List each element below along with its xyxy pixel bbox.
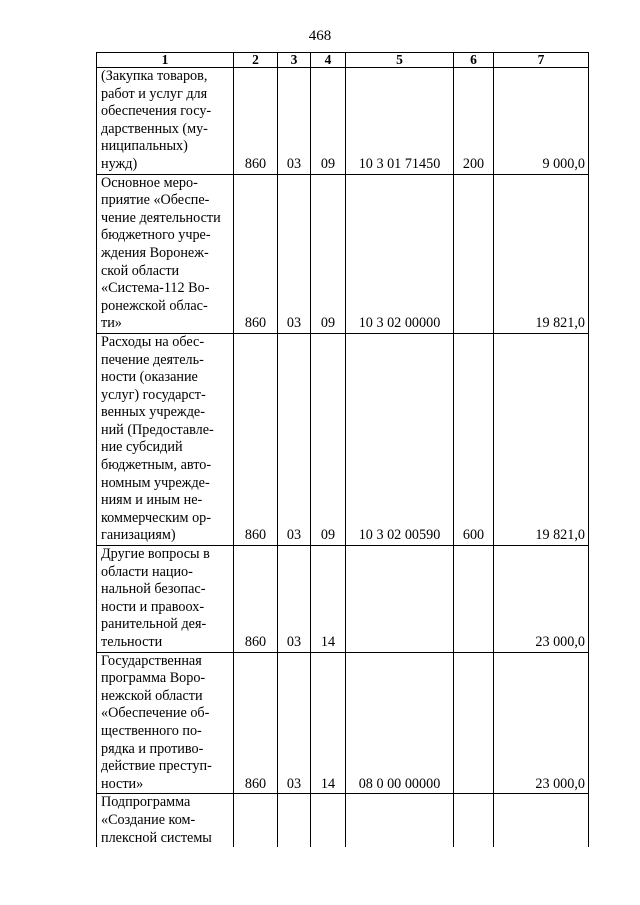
row-expense-type-cell: [454, 546, 494, 653]
row-name-line: нальной безопас-: [101, 581, 206, 598]
row-target-article-cell: 08 0 00 00000: [346, 652, 454, 794]
row-glava-cell: 860: [234, 546, 278, 653]
row-target-article-cell: 10 3 01 71450: [346, 68, 454, 175]
header-col-6: 6: [454, 53, 494, 68]
row-target-article-cell: 10 3 02 00590: [346, 333, 454, 545]
row-podrazdel-cell: 14: [311, 546, 346, 653]
row-expense-type-cell: [454, 652, 494, 794]
row-name-line: печение деятель-: [101, 351, 204, 368]
budget-table: [96, 52, 589, 847]
row-name-line: ганизациям): [101, 527, 176, 544]
row-name-line: Основное меро-: [101, 174, 198, 191]
row-name-line: рядка и противо-: [101, 740, 204, 757]
row-name-line: ности»: [101, 775, 144, 792]
row-name-line: ности (оказание: [101, 369, 198, 386]
row-name-line: ниям и иным не-: [101, 492, 203, 509]
row-glava-cell: 860: [234, 652, 278, 794]
table-row: [97, 546, 589, 653]
header-col-5: 5: [346, 53, 454, 68]
row-name-line: ности и правоох-: [101, 598, 205, 615]
row-razdel-cell: 03: [278, 333, 311, 545]
row-razdel-cell: 03: [278, 652, 311, 794]
row-name-line: номным учрежде-: [101, 474, 210, 491]
row-name-cell: [97, 333, 234, 545]
row-name-line: Подпрограмма: [101, 794, 191, 811]
row-name-line: чение деятельности: [101, 209, 221, 226]
row-razdel-cell: [278, 794, 311, 847]
table-row: [97, 652, 589, 794]
row-name-line: ниципальных): [101, 138, 188, 155]
row-name-line: нежской области: [101, 687, 203, 704]
header-col-3: 3: [278, 53, 311, 68]
row-name-cell: [97, 68, 234, 175]
row-name-cell: [97, 794, 234, 847]
row-name-line: программа Воро-: [101, 670, 206, 687]
row-name-line: услуг) государст-: [101, 386, 206, 403]
row-name-line: ждения Воронеж-: [101, 244, 209, 261]
row-name-cell: [97, 652, 234, 794]
row-amount-cell: 23 000,0: [494, 546, 589, 653]
row-name-line: ти»: [101, 315, 122, 332]
row-expense-type-cell: [454, 794, 494, 847]
row-name-line: венных учрежде-: [101, 404, 205, 421]
header-col-7: 7: [494, 53, 589, 68]
row-name-line: щественного по-: [101, 722, 202, 739]
row-glava-cell: 860: [234, 333, 278, 545]
row-target-article-cell: [346, 794, 454, 847]
row-podrazdel-cell: 09: [311, 174, 346, 333]
row-expense-type-cell: 200: [454, 68, 494, 175]
row-name-line: коммерческим ор-: [101, 509, 211, 526]
row-glava-cell: [234, 794, 278, 847]
row-name-line: (Закупка товаров,: [101, 68, 208, 84]
row-amount-cell: 9 000,0: [494, 68, 589, 175]
table-header-row: [97, 53, 589, 68]
row-name-line: области нацио-: [101, 563, 193, 580]
page-number: 468: [308, 28, 332, 44]
row-podrazdel-cell: 09: [311, 333, 346, 545]
row-name-line: обеспечения госу-: [101, 103, 212, 120]
row-name-line: нужд): [101, 155, 138, 172]
row-name-line: бюджетным, авто-: [101, 457, 212, 474]
row-name-cell: [97, 546, 234, 653]
row-podrazdel-cell: [311, 794, 346, 847]
row-expense-type-cell: 600: [454, 333, 494, 545]
row-name-line: ние субсидий: [101, 439, 183, 456]
row-podrazdel-cell: 09: [311, 68, 346, 175]
row-name-line: «Система-112 Во-: [101, 280, 210, 297]
row-amount-cell: [494, 794, 589, 847]
table-row: [97, 68, 589, 175]
row-name-cell: [97, 174, 234, 333]
header-col-1: 1: [97, 53, 234, 68]
row-expense-type-cell: [454, 174, 494, 333]
row-name-line: ранительной дея-: [101, 616, 207, 633]
row-name-line: Расходы на обес-: [101, 333, 205, 350]
row-razdel-cell: 03: [278, 174, 311, 333]
row-glava-cell: 860: [234, 68, 278, 175]
row-target-article-cell: [346, 546, 454, 653]
row-name-line: «Создание ком-: [101, 811, 196, 828]
row-name-line: действие преступ-: [101, 758, 212, 775]
table-row: [97, 333, 589, 545]
row-name-line: ний (Предоставле-: [101, 421, 214, 438]
header-col-2: 2: [234, 53, 278, 68]
header-col-4: 4: [311, 53, 346, 68]
table-row: [97, 794, 589, 847]
table-row: [97, 174, 589, 333]
row-razdel-cell: 03: [278, 68, 311, 175]
row-name-line: работ и услуг для: [101, 85, 208, 102]
row-glava-cell: 860: [234, 174, 278, 333]
row-podrazdel-cell: 14: [311, 652, 346, 794]
row-amount-cell: 23 000,0: [494, 652, 589, 794]
row-name-line: ской области: [101, 262, 180, 279]
row-amount-cell: 19 821,0: [494, 333, 589, 545]
row-name-line: «Обеспечение об-: [101, 705, 210, 722]
row-name-line: Государственная: [101, 652, 202, 669]
row-name-line: Другие вопросы в: [101, 546, 210, 563]
row-amount-cell: 19 821,0: [494, 174, 589, 333]
row-target-article-cell: 10 3 02 00000: [346, 174, 454, 333]
row-name-line: дарственных (му-: [101, 120, 208, 137]
row-razdel-cell: 03: [278, 546, 311, 653]
row-name-line: бюджетного учре-: [101, 227, 211, 244]
row-name-line: плексной системы: [101, 829, 212, 846]
row-name-line: ронежской облас-: [101, 297, 208, 314]
row-name-line: тельности: [101, 634, 163, 650]
row-name-line: приятие «Обеспе-: [101, 192, 210, 209]
